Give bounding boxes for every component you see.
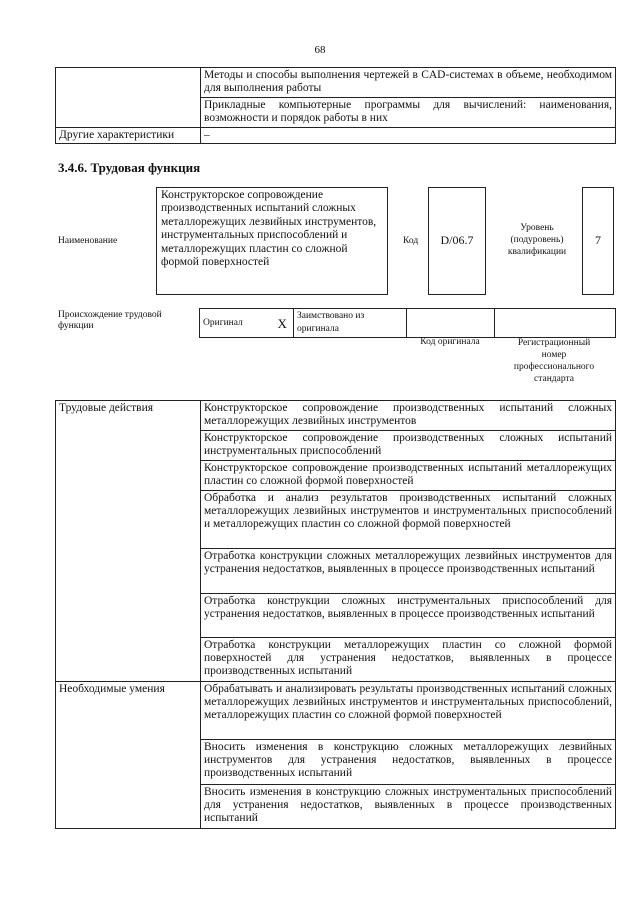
list-item: Обрабатывать и анализировать результаты производственных испытаний сложных металлорежущих лезвийных инструментов и инструментальных приспособлений, металлорежущих пластин со сложной формой поверхностей — [201, 682, 616, 740]
original-label: Оригинал — [200, 309, 272, 338]
reg-number-label: Регистрационный номер профессионального стандарта — [513, 338, 595, 384]
table-row — [56, 98, 616, 128]
list-item: Вносить изменения в конструкцию сложных металлорежущих лезвийных инструментов для устранения недостатков, выявленных в процессе производственных испытаний — [201, 740, 616, 785]
table-row — [56, 401, 616, 431]
name-value: Конструкторское сопровождение производственных испытаний сложных металлорежущих лезвийных инструментов, инструментальных приспособлений и металлорежущих пластин со сложной формой поверхностей — [161, 189, 377, 269]
list-item: Отработка конструкции сложных металлорежущих лезвийных инструментов для устранения недостатков, выявленных в процессе производственных испытаний — [201, 549, 616, 594]
origin-label: Происхождение трудовой функции — [58, 310, 162, 331]
table-row — [56, 128, 616, 144]
level-value-box — [582, 187, 614, 295]
list-item: Отработка конструкции сложных инструментальных приспособлений для устранения недостатков, выявленных в процессе производственных испытаний — [201, 594, 616, 638]
table-cell-value: Прикладные компьютерные программы для вычислений: наименования, возможности и порядок работы в них — [201, 98, 616, 128]
list-item: Отработка конструкции металлорежущих пластин со сложной формой поверхностей для устранения недостатков, выявленных в процессе производственных испытаний — [201, 638, 616, 682]
code-value-box — [428, 187, 486, 295]
table-row — [56, 682, 616, 740]
section-label-actions: Трудовые действия — [56, 401, 201, 682]
table-cell-label — [56, 68, 201, 98]
original-mark: X — [272, 309, 294, 338]
reg-number-cell — [495, 309, 616, 338]
list-item: Конструкторское сопровождение производственных сложных испытаний инструментальных приспособлений — [201, 431, 616, 461]
top-table — [55, 67, 616, 144]
borrowed-label: Заимствовано из оригинала — [294, 309, 407, 338]
code-original-cell — [407, 309, 495, 338]
origin-table — [199, 308, 616, 338]
table-cell-value: – — [201, 128, 616, 144]
name-label: Наименование — [58, 236, 118, 246]
list-item: Конструкторское сопровождение производственных испытаний металлорежущих пластин со сложной формой поверхностей — [201, 461, 616, 491]
name-value-box — [156, 187, 388, 295]
table-row — [56, 68, 616, 98]
code-value: D/06.7 — [440, 233, 474, 247]
table-cell-value: Методы и способы выполнения чертежей в CAD-системах в объеме, необходимом для выполнения работы — [201, 68, 616, 98]
code-label: Код — [403, 236, 419, 246]
table-row — [200, 309, 616, 338]
main-table — [55, 400, 616, 829]
table-cell-label: Другие характеристики — [56, 128, 201, 144]
section-label-skills: Необходимые умения — [56, 682, 201, 829]
list-item: Вносить изменения в конструкцию сложных инструментальных приспособлений для устранения недостатков, выявленных в процессе производственных испытаний — [201, 785, 616, 829]
list-item: Обработка и анализ результатов производственных испытаний сложных металлорежущих лезвийных инструментов и инструментальных приспособлений и металлорежущих пластин со сложной формой поверхностей — [201, 491, 616, 549]
section-title: 3.4.6. Трудовая функция — [58, 160, 201, 175]
table-cell-label — [56, 98, 201, 128]
level-value: 7 — [595, 233, 601, 247]
page-number: 68 — [314, 44, 326, 56]
level-label: Уровень (подуровень) квалификации — [507, 223, 567, 257]
list-item: Конструкторское сопровождение производственных испытаний сложных металлорежущих лезвийных инструментов — [201, 401, 616, 431]
code-original-label: Код оригинала — [420, 337, 480, 347]
